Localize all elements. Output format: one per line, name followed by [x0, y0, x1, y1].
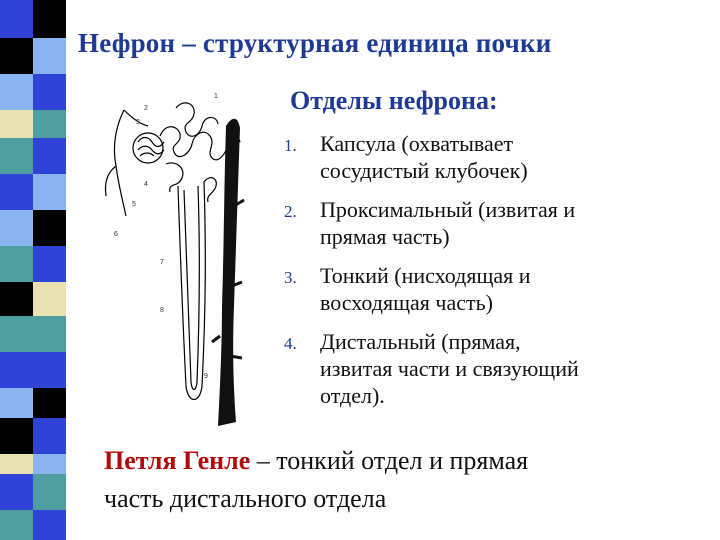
list-text-line: Капсула (охватывает: [320, 131, 514, 156]
list-text-line: извитая части и связующий: [320, 356, 579, 381]
list-text-line: восходящая часть): [320, 290, 493, 315]
diagram-label-9: 9: [204, 373, 208, 380]
list-number: 1.: [284, 136, 297, 155]
list-text-line: прямая часть): [320, 224, 450, 249]
diagram-label-7: 7: [160, 259, 164, 266]
list-text-line: отдел).: [320, 383, 385, 408]
list-text-line: Дистальный (прямая,: [320, 329, 521, 354]
diagram-label-5: 5: [132, 201, 136, 208]
diagram-label-8: 8: [160, 307, 164, 314]
henle-loop-caption: [104, 442, 704, 518]
caption-line-1: [104, 442, 704, 480]
list-text-line: Тонкий (нисходящая и: [320, 263, 531, 288]
decorative-stripe: [0, 0, 66, 540]
diagram-label-2: 2: [144, 105, 148, 112]
caption-term: Петля Генле: [104, 446, 251, 475]
section-heading: Отделы нефрона:: [290, 86, 498, 115]
list-number: 2.: [284, 202, 297, 221]
list-number: 4.: [284, 334, 297, 353]
list-text-line: сосудистый клубочек): [320, 158, 528, 183]
slide-title: Нефрон – структурная единица почки: [78, 28, 552, 58]
diagram-label-3: 3: [136, 119, 140, 126]
list-item: [284, 262, 704, 316]
list-item: [284, 130, 704, 184]
caption-text: – тонкий отдел и прямая: [250, 446, 529, 475]
diagram-label-6: 6: [114, 231, 118, 238]
nephron-parts-list: [284, 130, 704, 421]
list-item: [284, 328, 704, 409]
nephron-diagram: [96, 86, 266, 430]
list-number: 3.: [284, 268, 297, 287]
list-item: [284, 196, 704, 250]
diagram-label-1: 1: [214, 93, 218, 100]
diagram-label-4: 4: [144, 181, 148, 188]
caption-line-2: часть дистального отдела: [104, 484, 387, 513]
list-text-line: Проксимальный (извитая и: [320, 197, 576, 222]
